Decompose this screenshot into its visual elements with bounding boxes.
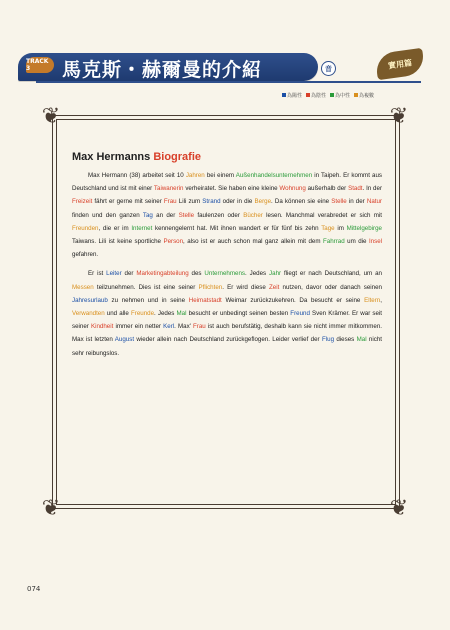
frame-corner-ornament-icon: ❦ — [389, 104, 409, 129]
text-run: kennengelernt hat. Mit ihnen wandert er für fünf bis zehn — [152, 224, 322, 232]
paragraph-1 — [72, 169, 382, 261]
text-run: um die — [344, 238, 369, 246]
text-run: . Er wird diese — [222, 283, 270, 291]
text-run: , — [380, 296, 382, 304]
text-run: teilzunehmen. Dies ist eine seiner — [93, 283, 199, 291]
text-run: besucht er unbedingt seinen besten — [186, 310, 291, 318]
text-run: oder in die — [220, 198, 255, 206]
frame-corner-ornament-icon: ❦ — [41, 496, 61, 521]
text-run: außerhalb der — [305, 185, 349, 193]
highlighted-noun: Wohnung — [279, 185, 306, 193]
text-run: Sven Krämer. Er war seit seiner — [72, 310, 383, 331]
text-run: des — [188, 270, 205, 278]
text-run: Er ist — [88, 270, 107, 278]
text-run: . Jedes — [154, 310, 177, 318]
text-run: verheiratet. Sie haben eine kleine — [183, 185, 280, 193]
highlighted-noun: Insel — [368, 238, 383, 246]
highlighted-noun: Messen — [72, 283, 94, 291]
highlighted-noun: Leiter — [106, 270, 122, 278]
highlighted-noun: Heimatstadt — [188, 296, 222, 304]
text-run: faulenzen oder — [194, 211, 244, 219]
frame-corner-ornament-icon: ❦ — [41, 104, 61, 129]
text-run: . Da können sie eine — [271, 198, 332, 206]
highlighted-noun: Freund — [290, 310, 310, 318]
highlighted-noun: Frau — [192, 323, 206, 331]
highlighted-noun: Flug — [321, 336, 335, 344]
highlighted-noun: Jahresurlaub — [72, 296, 108, 304]
highlighted-noun: Person — [163, 238, 184, 246]
track-tag: TRACK 3 — [26, 57, 54, 73]
text-run: an der — [152, 211, 179, 219]
legend-item-masculine: 為陽性 — [282, 90, 302, 100]
text-run: fliegt er nach Deutschland, um an — [281, 270, 382, 278]
article-content — [72, 150, 382, 366]
text-run: . Max' — [174, 323, 193, 331]
highlighted-noun: Bücher — [243, 211, 263, 219]
audio-badge-icon: 音 — [321, 61, 336, 76]
paragraph-2 — [72, 267, 382, 359]
highlighted-noun: Freizeit — [72, 198, 93, 206]
page-title: 馬克斯・赫爾曼的介紹 — [62, 59, 263, 81]
text-run: gefahren. — [72, 251, 99, 259]
text-run: Lili zum — [176, 198, 203, 206]
text-run: lesen. Manchmal verabredet er sich mit — [262, 211, 383, 219]
text-run: zu nehmen und in seine — [107, 296, 189, 304]
highlighted-noun: Mittelgebirge — [346, 224, 382, 232]
text-run: in der — [346, 198, 367, 206]
text-run: . In der — [362, 185, 382, 193]
text-run: , also ist er auch schon mal ganz allein mit dem — [183, 238, 323, 246]
text-run: Max Hermann (38) arbeitet seit 10 — [88, 172, 186, 179]
text-run: Taiwans. Lili ist keine sportliche — [72, 238, 164, 246]
text-run: in Taipeh. Er kommt aus Deutschland und ist mit einer — [72, 172, 382, 193]
leaf-badge-icon: 實用篇 — [374, 48, 425, 80]
text-run: im — [334, 224, 347, 232]
highlighted-noun: Natur — [366, 198, 382, 206]
highlighted-noun: Pflichten — [198, 283, 223, 291]
highlighted-noun: Zeit — [269, 283, 280, 291]
highlighted-noun: Internet — [131, 224, 153, 232]
highlighted-noun: Strand — [202, 198, 221, 206]
text-run: finden und den ganzen — [72, 211, 143, 219]
highlighted-noun: Berge — [254, 198, 272, 206]
highlighted-noun: Jahren — [185, 172, 205, 179]
highlighted-noun: Taiwanerin — [153, 185, 184, 193]
highlighted-noun: Außenhandelsunternehmen — [235, 172, 313, 179]
text-run: und alle — [104, 310, 131, 318]
text-run: ist auch berufstätig, deshalb kann sie nicht immer mitkommen. Max ist letzten — [72, 323, 383, 344]
lesson-header — [18, 51, 426, 87]
highlighted-noun: Jahr — [269, 270, 282, 278]
text-run: Weimar zurückzukehren. Da besucht er seine — [221, 296, 365, 304]
highlighted-noun: Marketingabteilung — [136, 270, 189, 278]
text-run: nutzen, davor oder danach seinen — [279, 283, 382, 291]
highlighted-noun: Stelle — [178, 211, 195, 219]
highlighted-noun: Kindheit — [90, 323, 114, 331]
highlighted-noun: Tage — [321, 224, 335, 232]
frame-corner-ornament-icon: ❦ — [389, 496, 409, 521]
highlighted-noun: Unternehmens — [204, 270, 246, 278]
highlighted-noun: Frau — [163, 198, 177, 206]
highlighted-noun: Verwandten — [72, 310, 105, 318]
highlighted-noun: Stelle — [331, 198, 347, 206]
highlighted-noun: Eltern — [364, 296, 381, 304]
text-run: fährt er gerne mit seiner — [92, 198, 164, 206]
text-run: wieder allein nach Deutschland zurückgeflogen. Leider verlief der — [134, 336, 322, 344]
highlighted-noun: Fahrrad — [323, 238, 345, 246]
text-run: immer ein netter — [113, 323, 164, 331]
article-title: Max Hermanns Biografie — [72, 151, 202, 163]
highlighted-noun: Stadt — [348, 185, 363, 193]
highlighted-noun: Freunden — [72, 224, 99, 232]
text-run: dieses — [334, 336, 357, 344]
text-run: bei einem — [204, 172, 236, 179]
highlighted-noun: Freunde — [130, 310, 155, 318]
highlighted-noun: Kerl — [163, 323, 175, 331]
text-run: . Jedes — [245, 270, 270, 278]
text-run: , die er im — [98, 224, 132, 232]
legend-item-plural: 為複數 — [354, 90, 374, 100]
highlighted-noun: August — [114, 336, 135, 344]
highlighted-noun: Mal — [176, 310, 187, 318]
gender-color-legend — [282, 90, 374, 100]
highlighted-noun: Mal — [356, 336, 367, 344]
legend-item-neuter: 為中性 — [330, 90, 350, 100]
text-run: nicht sehr reibungslos. — [72, 336, 382, 357]
text-run: der — [121, 270, 137, 278]
highlighted-noun: Tag — [142, 211, 153, 219]
legend-item-feminine: 為陰性 — [306, 90, 326, 100]
page-number: 074 — [27, 585, 41, 593]
